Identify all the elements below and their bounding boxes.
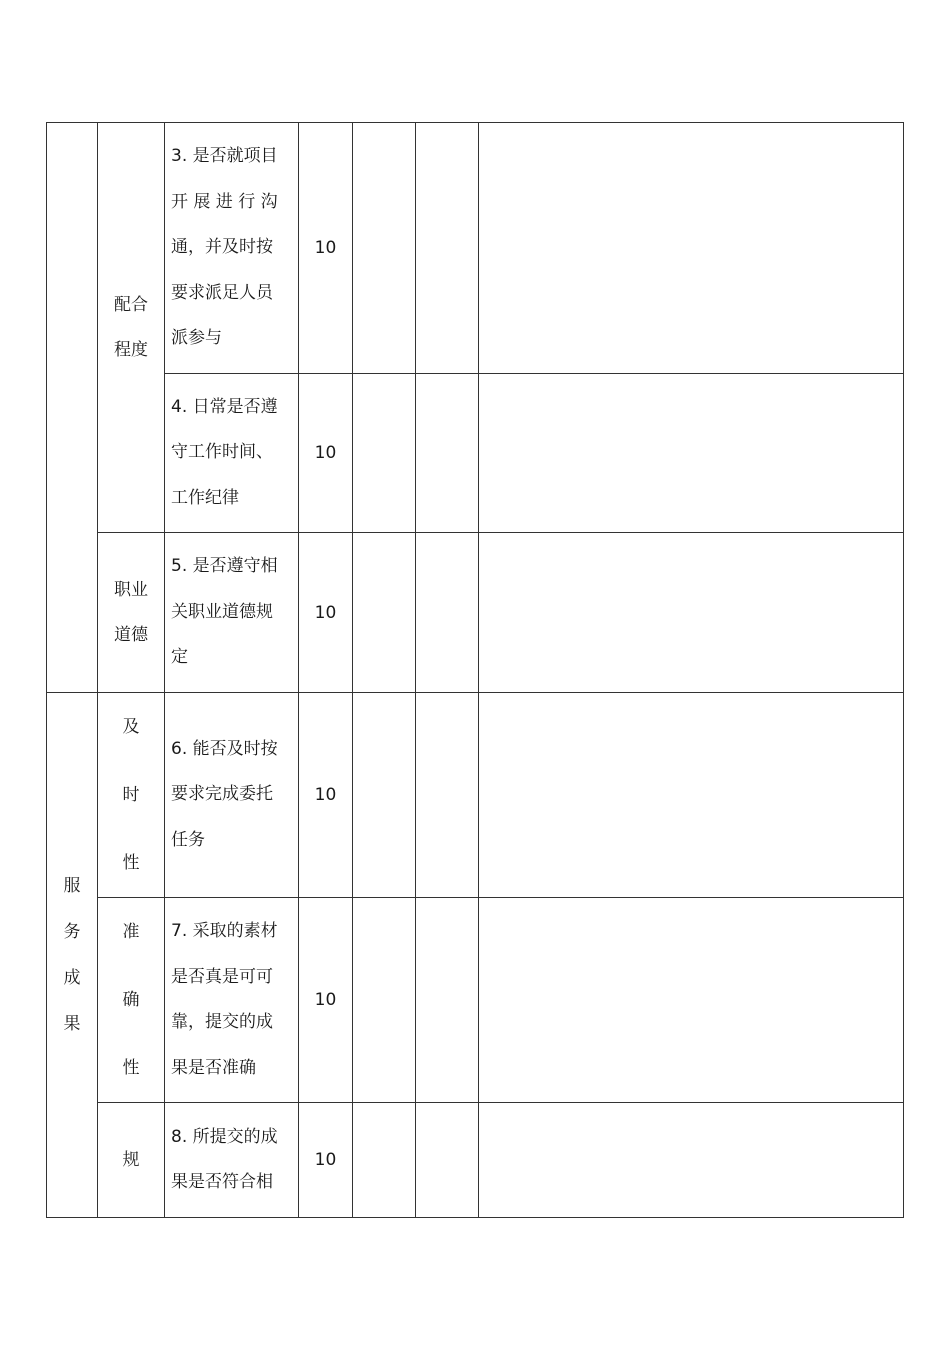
category-cell-service-results [47, 693, 98, 1218]
table-row [47, 898, 904, 1103]
subcategory-label: 准确性 [122, 922, 140, 1078]
subcategory-label: 配合程度 [114, 294, 148, 360]
criterion-text: 3. 是否就项目开 展 进 行 沟通，并及时按要求派足人员派参与 [171, 146, 278, 349]
score-cell: 10 [299, 533, 353, 693]
self-score-cell[interactable] [353, 1103, 416, 1218]
score-cell: 10 [299, 1103, 353, 1218]
table-row [47, 374, 904, 533]
category-cell-cooperation [47, 123, 98, 693]
remarks-cell[interactable] [479, 374, 904, 533]
subcategory-cell [98, 898, 165, 1103]
table-row [47, 533, 904, 693]
self-score-cell[interactable] [353, 533, 416, 693]
table-row [47, 1103, 904, 1218]
criterion-text: 5. 是否遵守相关职业道德规定 [171, 556, 278, 668]
reviewer-score-cell[interactable] [416, 533, 479, 693]
subcategory-label: 职业道德 [114, 579, 148, 645]
category-label: 服务成果 [63, 876, 81, 1034]
remarks-cell[interactable] [479, 1103, 904, 1218]
criterion-cell [165, 533, 299, 693]
criterion-text: 4. 日常是否遵守工作时间、工作纪律 [171, 396, 278, 508]
subcategory-cell [98, 533, 165, 693]
score-cell: 10 [299, 374, 353, 533]
remarks-cell[interactable] [479, 123, 904, 374]
score-cell: 10 [299, 898, 353, 1103]
evaluation-table [46, 122, 904, 1218]
reviewer-score-cell[interactable] [416, 374, 479, 533]
remarks-cell[interactable] [479, 693, 904, 898]
criterion-cell [165, 123, 299, 374]
criterion-text: 8. 所提交的成果是否符合相 [171, 1126, 278, 1192]
subcategory-cell [98, 693, 165, 898]
subcategory-label: 规 [122, 1149, 140, 1170]
subcategory-cell [98, 1103, 165, 1218]
self-score-cell[interactable] [353, 374, 416, 533]
reviewer-score-cell[interactable] [416, 1103, 479, 1218]
self-score-cell[interactable] [353, 898, 416, 1103]
table-row [47, 693, 904, 898]
criterion-cell [165, 693, 299, 898]
score-cell: 10 [299, 123, 353, 374]
table-row [47, 123, 904, 374]
subcategory-cell [98, 123, 165, 533]
criterion-text: 6. 能否及时按要求完成委托任务 [171, 738, 278, 850]
reviewer-score-cell[interactable] [416, 123, 479, 374]
criterion-cell [165, 898, 299, 1103]
remarks-cell[interactable] [479, 533, 904, 693]
criterion-cell [165, 1103, 299, 1218]
reviewer-score-cell[interactable] [416, 693, 479, 898]
subcategory-label: 及时性 [122, 717, 140, 873]
score-cell: 10 [299, 693, 353, 898]
self-score-cell[interactable] [353, 693, 416, 898]
self-score-cell[interactable] [353, 123, 416, 374]
criterion-cell [165, 374, 299, 533]
criterion-text: 7. 采取的素材是否真是可可靠，提交的成果是否准确 [171, 921, 278, 1078]
reviewer-score-cell[interactable] [416, 898, 479, 1103]
remarks-cell[interactable] [479, 898, 904, 1103]
